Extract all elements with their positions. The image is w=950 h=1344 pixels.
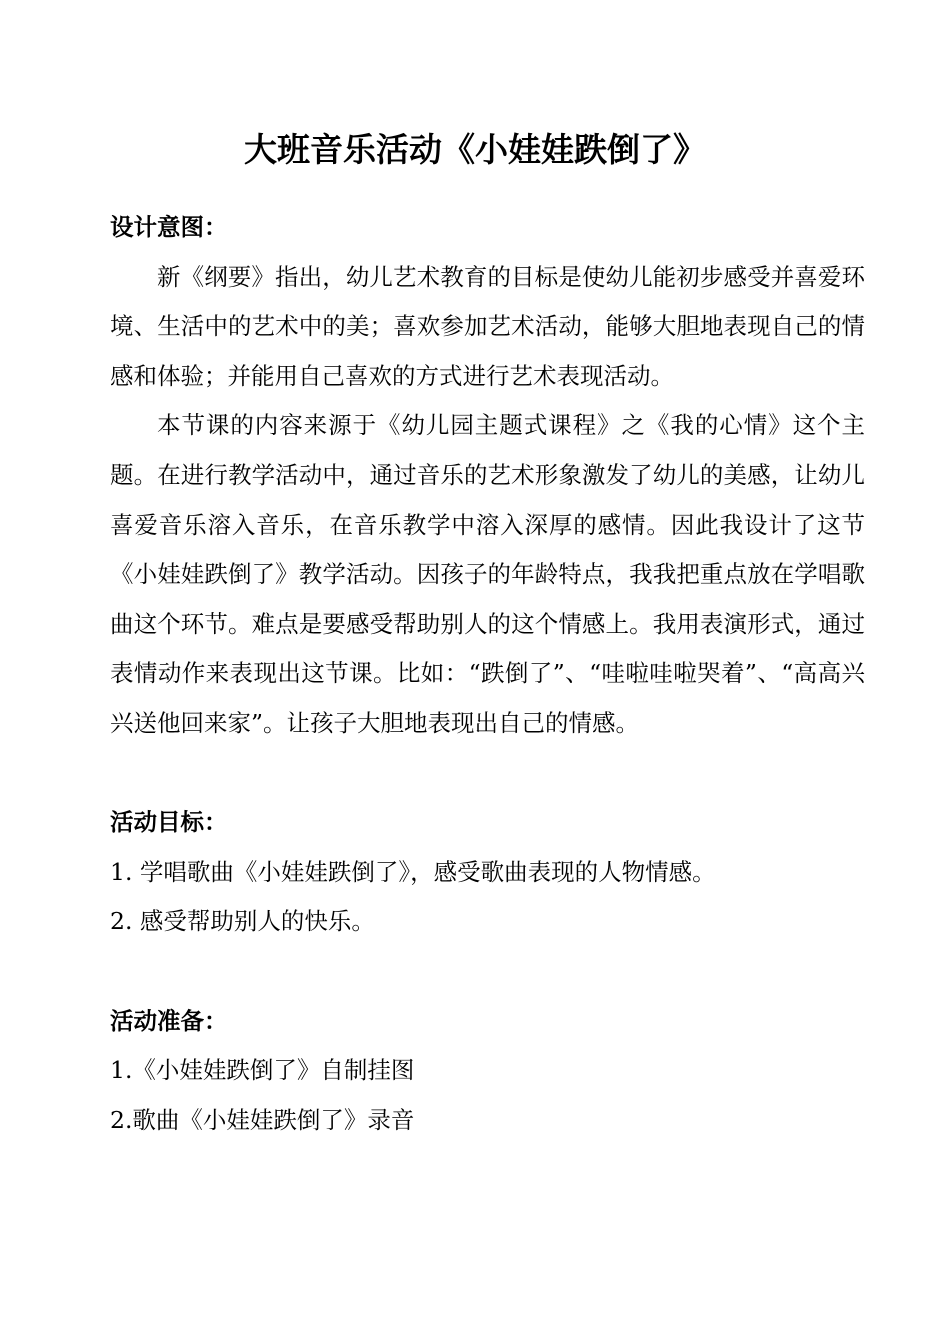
- section-heading-design: 设计意图：: [110, 213, 228, 241]
- design-paragraph-2: 本节课的内容来源于《幼儿园主题式课程》之《我的心情》这个主题。在进行教学活动中，通过音乐的艺术形象激发了幼儿的美感，让幼儿喜爱音乐溶入音乐，在音乐教学中溶入深厚的感情。因此我设计了这节《小娃娃跌倒了》教学活动。因孩子的年龄特点，我我把重点放在学唱歌曲这个环节。难点是要感受帮助别人的这个情感上。我用表演形式，通过表情动作来表现出这节课。比如：“跌倒了”、“哇啦哇啦哭着”、“高高兴兴送他回来家”。让孩子大胆地表现出自己的情感。: [110, 411, 865, 737]
- goal-item: 2. 感受帮助别人的快乐。: [110, 907, 375, 936]
- section-heading-prep: 活动准备：: [110, 1006, 228, 1035]
- goal-item: 1. 学唱歌曲《小娃娃跌倒了》，感受歌曲表现的人物情感。: [110, 857, 716, 886]
- section-spacer: [110, 947, 865, 997]
- prep-item: 1.《小娃娃跌倒了》自制挂图: [110, 1056, 415, 1085]
- document-body: [110, 203, 865, 1145]
- document-title: 大班音乐活动《小娃娃跌倒了》: [244, 130, 706, 169]
- section-heading-goals: 活动目标：: [110, 808, 228, 837]
- design-paragraph-1: 新《纲要》指出，幼儿艺术教育的目标是使幼儿能初步感受并喜爱环境、生活中的艺术中的美；喜欢参加艺术活动，能够大胆地表现自己的情感和体验；并能用自己喜欢的方式进行艺术表现活动。: [110, 262, 865, 390]
- prep-item: 2.歌曲《小娃娃跌倒了》录音: [110, 1105, 415, 1134]
- section-spacer: [110, 749, 865, 799]
